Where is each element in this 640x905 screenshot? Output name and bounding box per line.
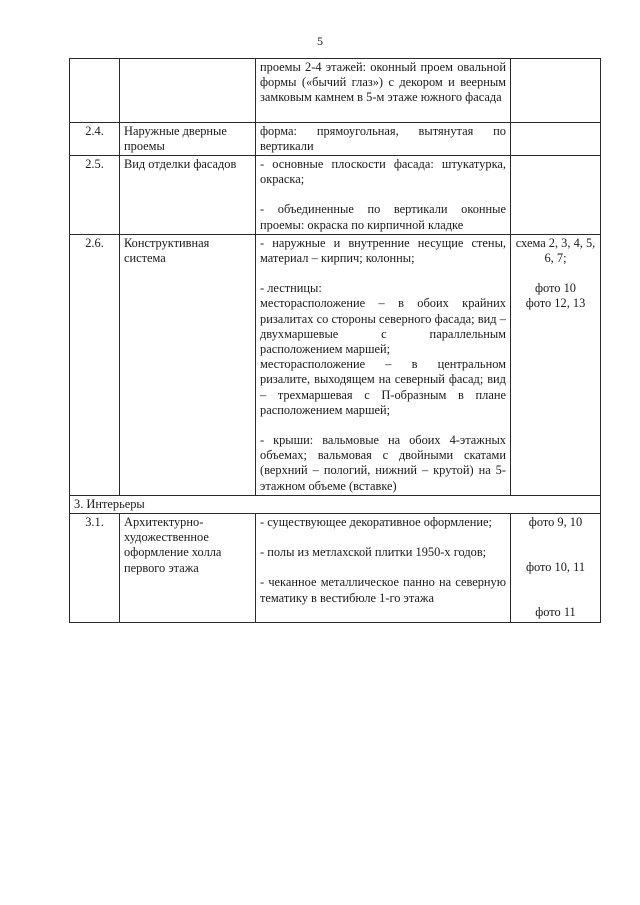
table-row	[70, 59, 601, 123]
description-paragraph: - лестницы: месторасположение – в обоих крайних ризалитах со стороны северного фасада; вид – двухмаршевые с параллельным расположением маршей; месторасположение – в центральном ризалите, выходящем на северный фасад; вид – трехмаршевая с П-образным в плане расположением маршей;	[260, 281, 506, 417]
table-row	[70, 122, 601, 155]
row-number	[70, 59, 120, 123]
row-name: Вид отделки фасадов	[120, 156, 256, 235]
table-row	[70, 234, 601, 495]
row-name: Конструктивная система	[120, 234, 256, 495]
row-refs	[511, 122, 601, 155]
row-description	[256, 122, 511, 155]
reference-text: схема 2, 3, 4, 5, 6, 7;	[515, 235, 596, 266]
table-row	[70, 514, 601, 623]
row-description	[256, 156, 511, 235]
row-description	[256, 234, 511, 495]
description-paragraph: форма: прямоугольная, вытянутая по вертикали	[260, 123, 506, 153]
row-name	[120, 59, 256, 123]
reference-text: фото 11	[535, 605, 576, 620]
description-paragraph: - полы из метлахской плитки 1950-х годов;	[260, 545, 487, 560]
reference-text: фото 10, 11	[525, 560, 586, 575]
description-paragraph: - чеканное металлическое панно на северную тематику в вестибюле 1-го этажа	[260, 575, 506, 605]
description-paragraph: - объединенные по вертикали оконные проемы: окраска по кирпичной кладке	[260, 202, 506, 232]
row-number: 2.4.	[70, 122, 120, 155]
row-description	[256, 59, 511, 123]
page-number: 5	[317, 34, 323, 48]
description-paragraph: - крыши: вальмовые на обоих 4-этажных объемах; вальмовая с двойными скатами (верхний – пологий, нижний – крутой) на 5-этажном объеме (вставке)	[260, 433, 506, 493]
protection-object-table	[69, 58, 601, 623]
row-refs	[511, 156, 601, 235]
row-name: Наружные дверные проемы	[120, 122, 256, 155]
section-title: 3. Интерьеры	[70, 495, 601, 513]
description-paragraph: проемы 2-4 этажей: оконный проем овальной формы («бычий глаз») с декором и веерным замковым камнем в 5-м этаже южного фасада	[260, 60, 506, 105]
row-refs	[511, 514, 601, 623]
section-header-row	[70, 495, 601, 513]
row-name: Архитектурно-художественное оформление холла первого этажа	[120, 514, 256, 623]
row-number: 2.5.	[70, 156, 120, 235]
description-paragraph: - основные плоскости фасада: штукатурка, окраска;	[260, 157, 506, 187]
row-number: 3.1.	[70, 514, 120, 623]
row-refs	[511, 59, 601, 123]
row-number: 2.6.	[70, 234, 120, 495]
reference-text: фото 10 фото 12, 13	[525, 281, 586, 311]
description-paragraph: - наружные и внутренние несущие стены, материал – кирпич; колонны;	[260, 235, 506, 266]
reference-text: фото 9, 10	[528, 515, 583, 530]
row-refs	[511, 234, 601, 495]
description-paragraph: - существующее декоративное оформление;	[260, 515, 492, 530]
row-description	[256, 514, 511, 623]
table-row	[70, 156, 601, 235]
